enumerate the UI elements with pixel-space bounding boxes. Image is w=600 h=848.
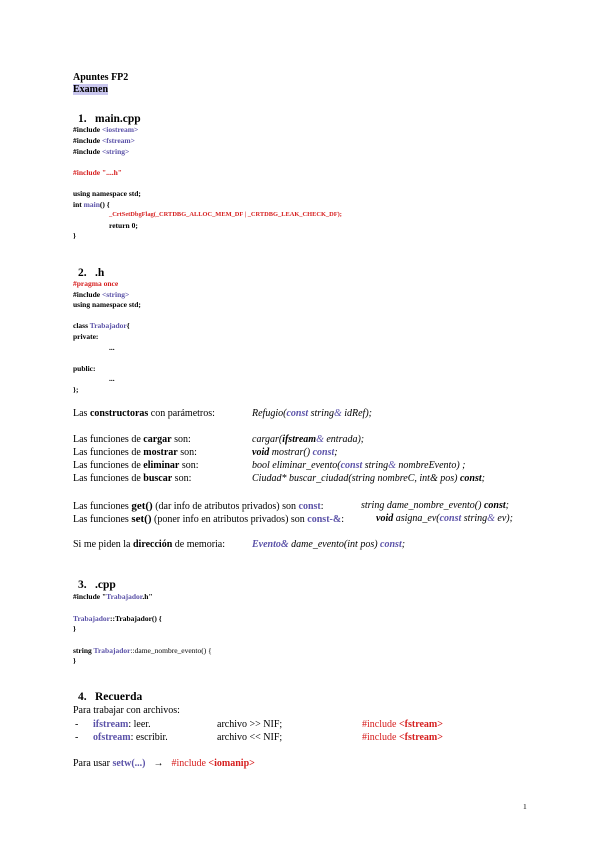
code-cargar-example	[252, 434, 364, 446]
note-keyword: eliminar	[143, 460, 180, 471]
note-text: (dar info de atributos privados) son	[152, 501, 299, 512]
note-text: (poner info en atributos privados) son	[151, 514, 308, 525]
const-keyword: const	[298, 501, 321, 512]
class-name: Trabajador	[106, 592, 143, 601]
code-method-def	[73, 646, 212, 657]
code-text: ;	[505, 500, 509, 511]
code-close-brace: }	[73, 656, 76, 665]
const-keyword: const	[439, 513, 462, 524]
section-1-title: main.cpp	[95, 113, 141, 125]
note-mostrar	[73, 447, 197, 459]
code-include-header	[73, 592, 153, 603]
include-keyword: #include	[73, 125, 101, 134]
code-direccion-example	[252, 539, 405, 551]
list-bullet: -	[75, 719, 79, 730]
code-mostrar-example	[252, 447, 338, 459]
code-set-example	[376, 513, 513, 525]
main-function-name: main	[83, 200, 100, 209]
code-include-local: #include "....h"	[73, 168, 122, 177]
doc-subtitle-highlight: Examen	[73, 84, 108, 95]
code-get-example	[361, 500, 509, 512]
section-2-title: .h	[95, 267, 105, 279]
code-main-signature	[73, 200, 110, 211]
recuerda-intro: Para trabajar con archivos:	[73, 705, 180, 716]
code-using: using namespace std;	[73, 189, 141, 198]
section-2-number: 2.	[78, 267, 87, 279]
class-keyword: class	[73, 321, 90, 330]
code-close-brace: }	[73, 624, 76, 633]
include-keyword: #include	[73, 147, 101, 156]
code-text: .h"	[142, 592, 153, 601]
code-text: entrada);	[323, 434, 365, 445]
include-keyword: #include	[171, 758, 209, 769]
section-4-title: Recuerda	[95, 691, 143, 703]
include-keyword: #include	[73, 592, 102, 601]
arrow-icon: →	[153, 758, 164, 769]
list-item-ifstream	[93, 719, 151, 731]
code-text: ::dame_nombre_evento() {	[130, 646, 212, 655]
stream-keyword: ofstream	[93, 732, 131, 743]
note-text: :	[320, 501, 324, 512]
code-text: ev);	[494, 513, 513, 524]
code-include-line	[73, 147, 129, 158]
reference-symbol: &	[487, 513, 495, 524]
code-constructor-def	[73, 614, 162, 625]
include-keyword: #include	[362, 732, 399, 743]
code-private-label: private:	[73, 332, 99, 341]
code-text: ::Trabajador() {	[109, 614, 162, 623]
setw-note	[73, 758, 255, 770]
note-text: : escribir.	[130, 732, 168, 743]
note-eliminar	[73, 460, 199, 472]
code-text: cargar(	[252, 434, 283, 445]
note-set	[73, 513, 344, 526]
note-text: Para usar	[73, 758, 113, 769]
const-keyword: const	[340, 460, 363, 471]
class-name: Trabajador	[89, 321, 127, 330]
code-text: nombreEvento) ;	[395, 460, 466, 471]
function-keyword: setw(...)	[112, 758, 146, 769]
code-text: string	[308, 408, 334, 419]
code-text: dame_evento(int pos)	[288, 539, 381, 550]
class-open-brace: {	[126, 321, 130, 330]
include-lib: <fstream>	[398, 719, 443, 730]
list-item-ofstream	[93, 732, 168, 744]
code-text: Refugio(	[252, 408, 287, 419]
class-name: Trabajador	[73, 614, 110, 623]
code-using: using namespace std;	[73, 300, 141, 309]
reference-symbol: &	[316, 434, 324, 445]
code-text: "	[101, 592, 107, 601]
include-lib: <string>	[101, 290, 130, 299]
type-keyword: Evento&	[252, 539, 289, 550]
class-name: Trabajador	[93, 646, 131, 655]
const-keyword: const	[380, 539, 402, 550]
const-keyword: const	[483, 500, 506, 511]
include-keyword: #include	[362, 719, 399, 730]
note-text: Las funciones de	[73, 434, 144, 445]
code-text: bool eliminar_evento(	[252, 460, 341, 471]
page-number: 1	[523, 802, 527, 811]
note-text: Las funciones de	[73, 460, 144, 471]
note-text: son:	[172, 473, 192, 484]
code-constructor-example	[252, 408, 372, 420]
code-text: string	[73, 646, 94, 655]
reference-symbol: &	[333, 408, 342, 419]
note-keyword: buscar	[143, 473, 173, 484]
section-4-number: 4.	[78, 691, 87, 703]
code-pragma: #pragma once	[73, 279, 119, 288]
note-keyword: get()	[131, 500, 153, 512]
code-include-line	[73, 136, 135, 147]
note-keyword: cargar	[143, 434, 172, 445]
note-text: Si me piden la	[73, 539, 133, 550]
type-keyword: ifstream	[282, 434, 317, 445]
doc-subtitle	[73, 84, 108, 96]
include-lib: <fstream>	[101, 136, 135, 145]
code-include-line	[73, 290, 129, 301]
code-text: ;	[334, 447, 338, 458]
section-3-number: 3.	[78, 579, 87, 591]
note-text: Las funciones de	[73, 447, 144, 458]
code-text: string dame_nombre_evento()	[361, 500, 484, 511]
note-text: Las funciones	[73, 501, 132, 512]
code-close-brace: }	[73, 231, 76, 240]
note-buscar	[73, 473, 191, 485]
note-text: :	[341, 514, 344, 525]
const-ref-keyword: const-&	[307, 514, 342, 525]
code-text: ;	[481, 473, 485, 484]
include-keyword: #include	[73, 290, 101, 299]
note-text: de memoria:	[172, 539, 226, 550]
code-text: ;	[401, 539, 406, 550]
code-ellipsis: ...	[109, 343, 115, 352]
section-1-number: 1.	[78, 113, 87, 125]
int-keyword: int	[73, 200, 84, 209]
code-public-label: public:	[73, 364, 96, 373]
const-keyword: const	[286, 408, 309, 419]
note-text: Las funciones	[73, 514, 132, 525]
list-bullet: -	[75, 732, 79, 743]
note-text: Las funciones de	[73, 473, 144, 484]
list-item-include	[362, 719, 443, 731]
include-keyword: #include	[73, 136, 101, 145]
main-signature-rest: () {	[99, 200, 110, 209]
note-text: son:	[177, 447, 197, 458]
include-lib: <fstream>	[398, 732, 443, 743]
note-text: : leer.	[128, 719, 151, 730]
note-text: son:	[179, 460, 199, 471]
doc-title: Apuntes FP2	[73, 72, 129, 83]
note-get	[73, 500, 324, 513]
include-lib: <iomanip>	[208, 758, 255, 769]
code-text: string	[362, 460, 389, 471]
include-lib: <iostream>	[101, 125, 139, 134]
void-keyword: void	[376, 513, 394, 524]
note-constructors	[73, 408, 215, 420]
code-buscar-example	[252, 473, 485, 485]
code-class-close: };	[73, 385, 79, 394]
reference-symbol: &	[388, 460, 396, 471]
void-keyword: void	[252, 447, 270, 458]
note-cargar	[73, 434, 191, 446]
list-item-include	[362, 732, 443, 744]
note-keyword: mostrar	[143, 447, 178, 458]
note-keyword: set()	[131, 513, 152, 525]
code-text: string	[461, 513, 488, 524]
code-text: Ciudad* buscar_ciudad(string nombreC, int& pos)	[252, 473, 460, 484]
list-item-operation: archivo << NIF;	[217, 732, 283, 743]
note-keyword: constructoras	[89, 408, 149, 419]
code-return: return 0;	[109, 221, 138, 230]
code-crt-call: _CrtSetDbgFlag(_CRTDBG_ALLOC_MEM_DF | _CRTDBG_LEAK_CHECK_DF);	[109, 211, 342, 218]
code-ellipsis: ...	[109, 374, 115, 383]
code-include-line	[73, 125, 138, 136]
note-text: son:	[171, 434, 191, 445]
const-keyword: const	[459, 473, 482, 484]
note-text: Las	[73, 408, 90, 419]
code-eliminar-example	[252, 460, 466, 472]
include-lib: <string>	[101, 147, 130, 156]
list-item-operation: archivo >> NIF;	[217, 719, 283, 730]
code-text: mostrar()	[269, 447, 313, 458]
code-text: idRef);	[341, 408, 372, 419]
note-text: con parámetros:	[148, 408, 215, 419]
code-class-decl	[73, 321, 130, 332]
stream-keyword: ifstream	[93, 719, 129, 730]
note-direccion	[73, 539, 225, 551]
code-text: asigna_ev(	[393, 513, 440, 524]
note-keyword: dirección	[133, 539, 173, 550]
const-keyword: const	[312, 447, 335, 458]
section-3-title: .cpp	[95, 579, 116, 591]
